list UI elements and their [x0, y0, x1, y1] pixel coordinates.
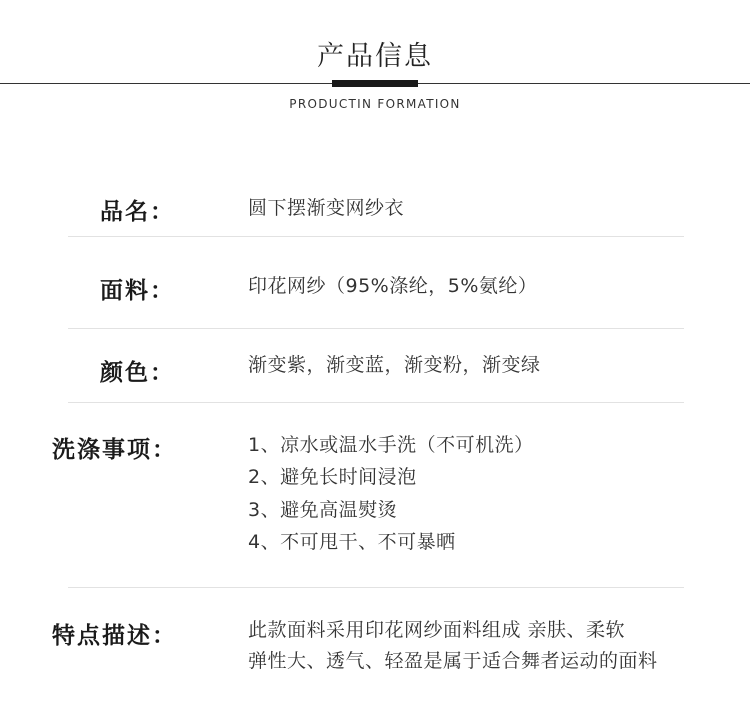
row-divider: [68, 402, 684, 403]
care-item: 2、避免长时间浸泡: [248, 466, 417, 488]
care-item: 3、避免高温熨烫: [248, 499, 398, 521]
care-item: 4、不可甩干、不可暴晒: [248, 531, 456, 553]
product-name-value: 圆下摆渐变网纱衣: [248, 197, 405, 219]
feature-line: 弹性大、透气、轻盈是属于适合舞者运动的面料: [248, 650, 658, 672]
fabric-label: 面料：: [100, 278, 175, 304]
fabric-value: 印花网纱（95%涤纶，5%氨纶）: [248, 275, 538, 297]
feature-line: 此款面料采用印花网纱面料组成 亲肤、柔软: [248, 619, 626, 641]
care-item: 1、凉水或温水手洗（不可机洗）: [248, 434, 534, 456]
color-value: 渐变紫，渐变蓝，渐变粉，渐变绿: [248, 354, 541, 376]
row-divider: [68, 328, 684, 329]
care-label: 洗涤事项：: [52, 437, 177, 463]
section-subtitle: PRODUCTIN FORMATION: [289, 97, 461, 111]
product-name-label: 品名：: [100, 199, 175, 225]
section-title: 产品信息: [317, 41, 433, 72]
feature-label: 特点描述：: [52, 623, 177, 649]
row-divider: [68, 587, 684, 588]
color-label: 颜色：: [100, 360, 175, 386]
row-divider: [68, 236, 684, 237]
title-accent-bar: [332, 80, 418, 87]
